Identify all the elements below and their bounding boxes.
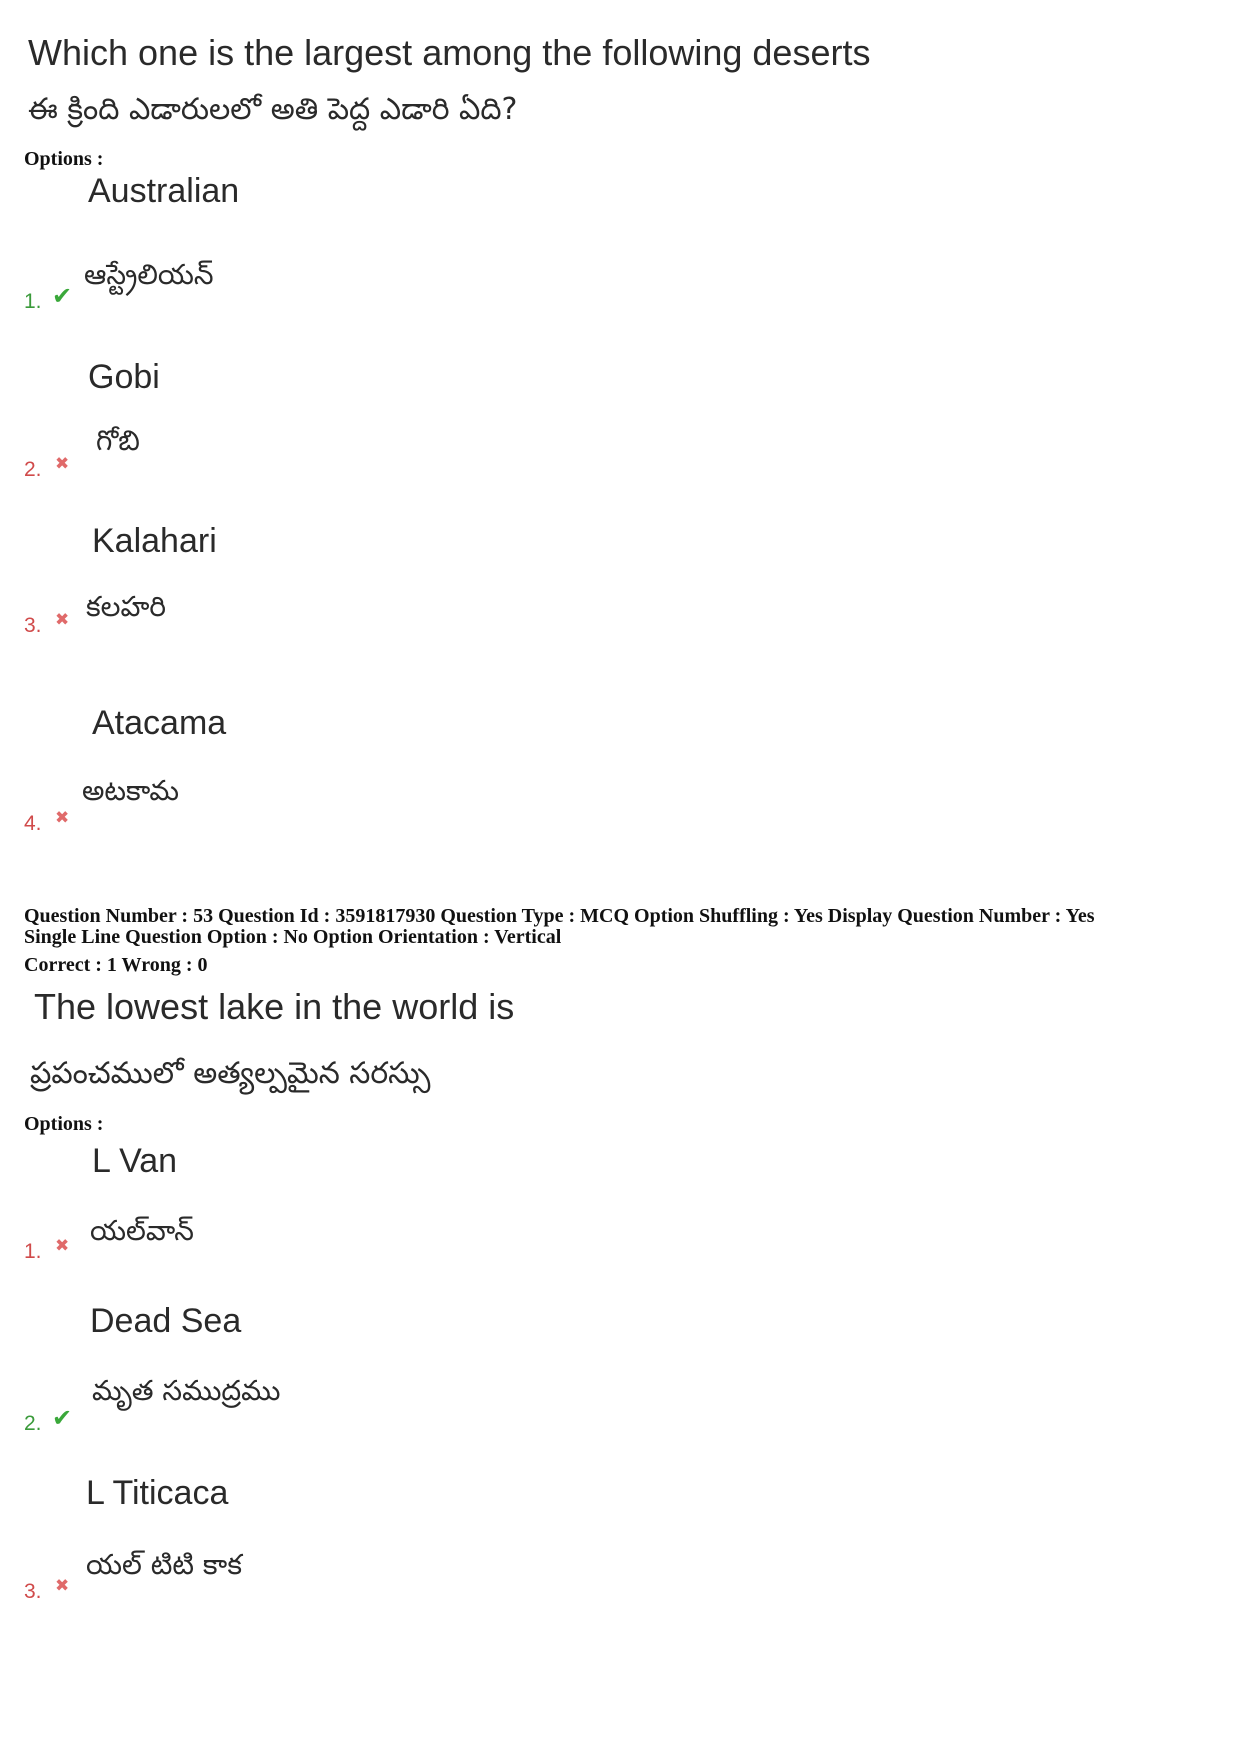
option-text-te: కలహరి xyxy=(86,590,166,623)
option-text-en: Australian xyxy=(88,172,240,210)
option-number: 3. xyxy=(24,614,42,637)
check-icon: ✔ xyxy=(52,282,73,310)
option-text-en: L Van xyxy=(92,1142,178,1180)
options-label: Options : xyxy=(24,148,104,170)
option-text-en: Dead Sea xyxy=(90,1302,242,1340)
option-text-te: ఆస్ట్రేలియన్ xyxy=(84,258,214,291)
cross-icon: ✖ xyxy=(55,1236,70,1256)
option-number: 2. xyxy=(24,1412,42,1435)
question-text-te: ప్రపంచములో అత్యల్పమైన సరస్సు xyxy=(30,1056,431,1091)
option-text-en: Atacama xyxy=(92,704,227,742)
cross-icon: ✖ xyxy=(55,808,70,828)
options-label: Options : xyxy=(24,1113,104,1135)
option-text-te: యల్ టిటి కాక xyxy=(86,1548,242,1581)
cross-icon: ✖ xyxy=(55,610,70,630)
option-text-te: మృత సముద్రము xyxy=(92,1374,281,1407)
option-number: 4. xyxy=(24,812,42,835)
option-number: 1. xyxy=(24,1240,42,1263)
question-text-te: ఈ క్రింది ఎడారులలో అతి పెద్ద ఎడారి ఏది? xyxy=(28,92,518,127)
cross-icon: ✖ xyxy=(55,454,70,474)
option-text-en: Kalahari xyxy=(92,522,217,560)
question-text-en: The lowest lake in the world is xyxy=(34,986,515,1027)
option-number: 1. xyxy=(24,290,42,313)
option-number: 2. xyxy=(24,458,42,481)
option-text-te: యల్‌వాన్ xyxy=(90,1214,194,1247)
question-text-en: Which one is the largest among the following deserts xyxy=(28,32,871,73)
question-meta-line2: Single Line Question Option : No Option Orientation : Vertical xyxy=(24,926,562,948)
option-text-en: L Titicaca xyxy=(86,1474,229,1512)
option-text-te: అటకామ xyxy=(82,774,180,807)
score-line: Correct : 1 Wrong : 0 xyxy=(24,954,208,976)
question-meta-line1: Question Number : 53 Question Id : 3591817930 Question Type : MCQ Option Shuffling : Yes Display Question Number : Yes xyxy=(24,905,1095,927)
option-text-en: Gobi xyxy=(88,358,160,396)
cross-icon: ✖ xyxy=(55,1576,70,1596)
check-icon: ✔ xyxy=(52,1404,73,1432)
option-number: 3. xyxy=(24,1580,42,1603)
option-text-te: గోబి xyxy=(96,424,140,457)
